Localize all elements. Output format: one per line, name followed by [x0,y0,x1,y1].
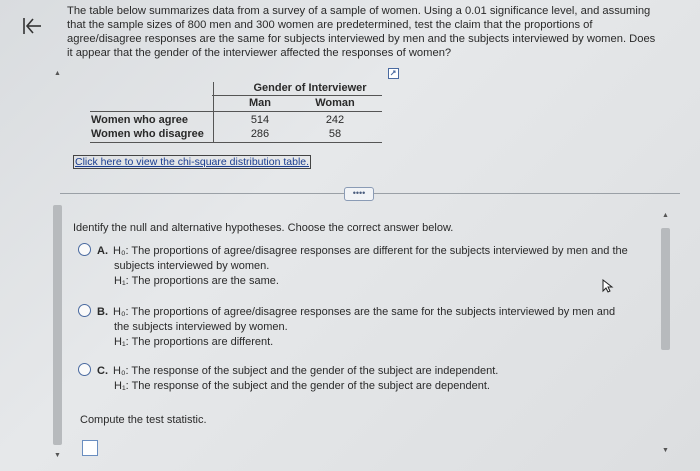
row-label-disagree: Women who disagree [91,128,204,140]
problem-statement [67,4,682,60]
option-letter: C. [97,365,108,377]
radio-button[interactable] [78,304,91,317]
option-h0: H₀: The proportions of agree/disagree responses are different for the subjects interviewed by men and the [113,245,628,257]
table-cell: 242 [325,114,345,126]
radio-button[interactable] [78,363,91,376]
expand-table-icon[interactable] [388,68,399,79]
problem-line: agree/disagree responses are the same for subjects interviewed by men and the subjects interviewed by women. Does [67,33,656,45]
mouse-pointer-icon [602,279,614,293]
problem-line: it appear that the gender of the interviewer affected the responses of women? [67,47,452,59]
option-h0: H₀: The proportions of agree/disagree responses are the same for the subjects interviewed by men and [113,306,616,318]
option-h1: H₁: The proportions are the same. [114,275,279,287]
table-cell: 514 [250,114,270,126]
show-more-button[interactable]: •••• [344,187,374,201]
compute-prompt: Compute the test statistic. [80,414,207,426]
table-group-header: Gender of Interviewer [253,82,367,94]
test-statistic-input[interactable] [82,440,98,456]
scroll-down-icon[interactable]: ▼ [662,447,669,454]
table-rule [212,95,382,96]
option-h1: H₁: The response of the subject and the gender of the subject are dependent. [114,380,490,392]
option-letter: B. [97,306,108,318]
problem-line: that the sample sizes of 800 men and 300 women are predetermined, test the claim that the proportions of [67,19,593,31]
question-prompt: Identify the null and alternative hypotheses. Choose the correct answer below. [73,222,454,234]
option-b[interactable] [78,304,615,350]
radio-button[interactable] [78,243,91,256]
option-h0-cont: the subjects interviewed by women. [114,321,288,333]
scroll-up-icon[interactable]: ▲ [662,212,669,219]
table-divider [213,82,214,142]
column-header-woman: Woman [315,97,355,109]
scroll-thumb[interactable] [661,228,670,350]
scroll-up-icon[interactable]: ▲ [54,70,61,77]
chi-square-table-link[interactable]: Click here to view the chi-square distribution table. [75,156,310,168]
table-rule [90,111,382,112]
problem-line: The table below summarizes data from a survey of a sample of women. Using a 0.01 significance level, and assuming [67,5,651,17]
scroll-thumb[interactable] [53,205,62,445]
option-c[interactable] [78,363,498,394]
option-h0-cont: subjects interviewed by women. [114,260,270,272]
table-cell: 286 [250,128,270,140]
scroll-down-icon[interactable]: ▼ [54,452,61,459]
option-a[interactable] [78,243,628,289]
table-cell: 58 [328,128,342,140]
option-h1: H₁: The proportions are different. [114,336,274,348]
back-to-start-icon[interactable] [20,14,44,38]
table-rule [90,142,382,143]
option-letter: A. [97,245,108,257]
option-h0: H₀: The response of the subject and the gender of the subject are independent. [113,365,499,377]
row-label-agree: Women who agree [91,114,188,126]
column-header-man: Man [249,97,271,109]
